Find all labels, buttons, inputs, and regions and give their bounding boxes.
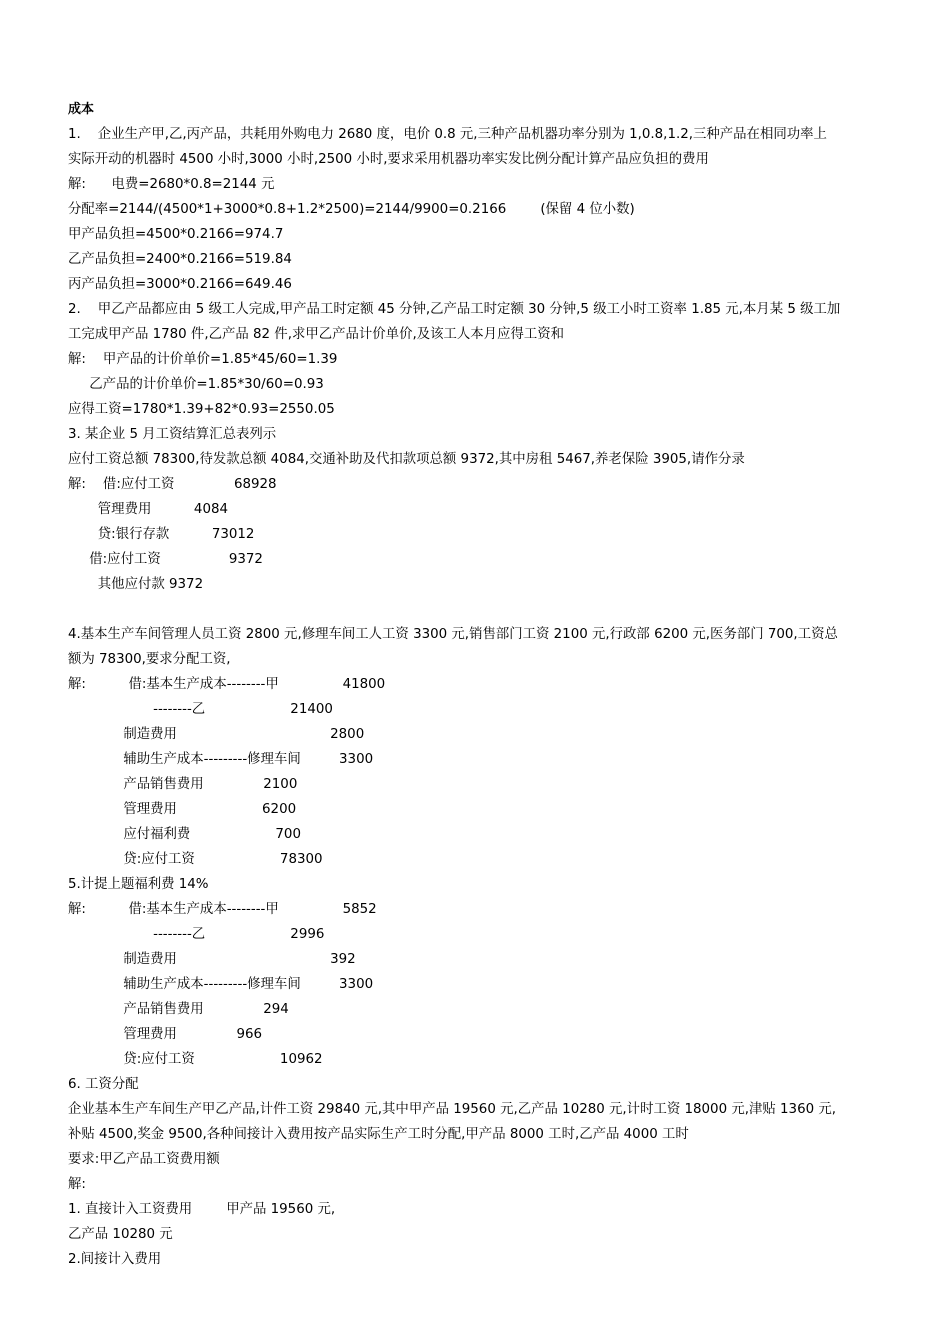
- text-line: 借:应付工资 9372: [68, 552, 263, 567]
- text-line: 贷:应付工资 78300: [68, 852, 323, 867]
- text-line: 补贴 4500,奖金 9500,各种间接计入费用按产品实际生产工时分配,甲产品 8000 工时,乙产品 4000 工时: [68, 1127, 689, 1142]
- text-line: 应付工资总额 78300,待发款总额 4084,交通补助及代扣款项总额 9372,其中房租 5467,养老保险 3905,请作分录: [68, 452, 745, 467]
- text-line: 丙产品负担=3000*0.2166=649.46: [68, 277, 292, 292]
- text-line: 实际开动的机器时 4500 小时,3000 小时,2500 小时,要求采用机器功率实发比例分配计算产品应负担的费用: [68, 152, 709, 167]
- text-line: 解: 甲产品的计价单价=1.85*45/60=1.39: [68, 352, 338, 367]
- text-line: 贷:应付工资 10962: [68, 1052, 323, 1067]
- text-line: 4.基本生产车间管理人员工资 2800 元,修理车间工人工资 3300 元,销售部门工资 2100 元,行政部 6200 元,医务部门 700,工资总: [68, 627, 838, 642]
- text-line: 1. 企业生产甲,乙,丙产品，共耗用外购电力 2680 度，电价 0.8 元,三种产品机器功率分别为 1,0.8,1.2,三种产品在相同功率上: [68, 127, 827, 142]
- text-line: 5.计提上题福利费 14%: [68, 877, 209, 892]
- text-line: 解: 借:应付工资 68928: [68, 477, 277, 492]
- text-line: 解:: [68, 1177, 86, 1192]
- text-line: 1. 直接计入工资费用 甲产品 19560 元,: [68, 1202, 336, 1217]
- text-line: 分配率=2144/(4500*1+3000*0.8+1.2*2500)=2144/9900=0.2166 (保留 4 位小数): [68, 202, 635, 217]
- text-line: 乙产品的计价单价=1.85*30/60=0.93: [68, 377, 324, 392]
- text-line: 乙产品负担=2400*0.2166=519.84: [68, 252, 292, 267]
- text-line: 其他应付款 9372: [68, 577, 204, 592]
- text-line: 额为 78300,要求分配工资,: [68, 652, 231, 667]
- text-line: --------乙 21400: [68, 702, 333, 717]
- text-line: 制造费用 392: [68, 952, 356, 967]
- text-line: 工完成甲产品 1780 件,乙产品 82 件,求甲乙产品计价单价,及该工人本月应得工资和: [68, 327, 565, 342]
- text-line: 甲产品负担=4500*0.2166=974.7: [68, 227, 284, 242]
- text-line: 应付福利费 700: [68, 827, 301, 842]
- text-line: 辅助生产成本---------修理车间 3300: [68, 752, 374, 767]
- text-line: 解: 借:基本生产成本--------甲 41800: [68, 677, 386, 692]
- text-line: 应得工资=1780*1.39+82*0.93=2550.05: [68, 402, 335, 417]
- text-line: 2.间接计入费用: [68, 1252, 162, 1267]
- text-line: 3. 某企业 5 月工资结算汇总表列示: [68, 427, 277, 442]
- text-line: 管理费用 4084: [68, 502, 229, 517]
- text-line: 管理费用 966: [68, 1027, 263, 1042]
- text-line: 制造费用 2800: [68, 727, 365, 742]
- text-line: 2. 甲乙产品都应由 5 级工人完成,甲产品工时定额 45 分钟,乙产品工时定额 30 分钟,5 级工小时工资率 1.85 元,本月某 5 级工加: [68, 302, 841, 317]
- text-line: 管理费用 6200: [68, 802, 297, 817]
- text-line: 贷:银行存款 73012: [68, 527, 255, 542]
- text-line: 解: 借:基本生产成本--------甲 5852: [68, 902, 377, 917]
- text-line: 产品销售费用 2100: [68, 777, 298, 792]
- document-title: 成本: [68, 102, 95, 117]
- text-line: 解: 电费=2680*0.8=2144 元: [68, 177, 275, 192]
- text-line: --------乙 2996: [68, 927, 325, 942]
- text-line: 产品销售费用 294: [68, 1002, 289, 1017]
- text-line: 辅助生产成本---------修理车间 3300: [68, 977, 374, 992]
- text-line: 6. 工资分配: [68, 1077, 139, 1092]
- text-line: 要求:甲乙产品工资费用额: [68, 1152, 220, 1167]
- text-line: 企业基本生产车间生产甲乙产品,计件工资 29840 元,其中甲产品 19560 元,乙产品 10280 元,计时工资 18000 元,津贴 1360 元,: [68, 1102, 837, 1117]
- text-line: 乙产品 10280 元: [68, 1227, 173, 1242]
